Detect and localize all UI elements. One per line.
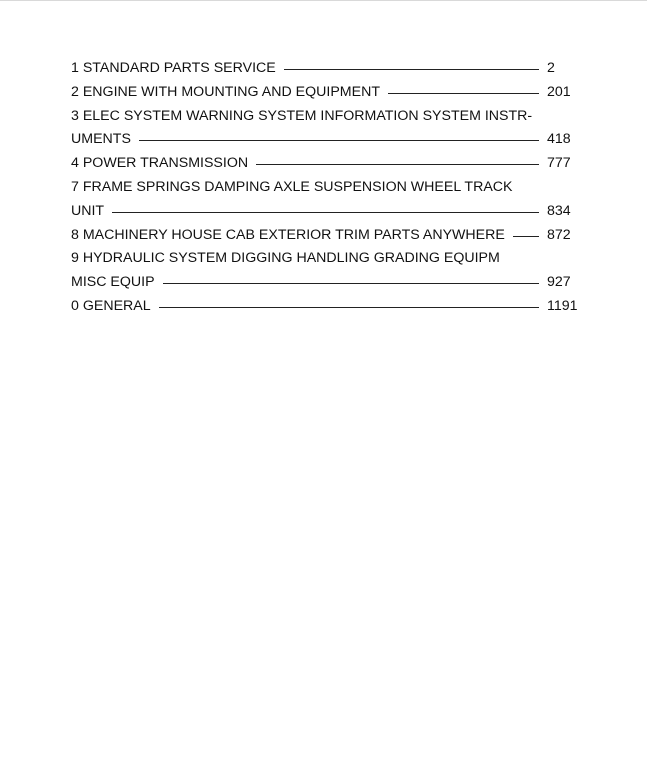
toc-leader-line [139,140,539,141]
table-of-contents [71,57,579,319]
toc-leader-line [159,307,539,308]
toc-page-number: 201 [547,83,571,100]
toc-leader-line [513,236,539,237]
toc-page-number: 1191 [547,297,578,314]
toc-leader-line [163,283,539,284]
toc-page-number: 418 [547,131,571,148]
toc-leader-line [388,93,539,94]
toc-entry-title-continued: MISC EQUIP [71,274,155,291]
toc-entry[interactable] [71,105,579,153]
toc-entry[interactable] [71,152,579,176]
toc-page-number: 927 [547,274,571,291]
toc-leader-line [256,164,539,165]
toc-entry[interactable] [71,224,579,248]
page-top-border [0,0,647,1]
toc-entry-title-continued: UMENTS [71,131,131,148]
toc-entry-title-continued: UNIT [71,202,105,219]
toc-entry-title: 4 POWER TRANSMISSION [71,155,249,172]
toc-page-number: 834 [547,202,571,219]
toc-leader-line [112,212,539,213]
toc-entry[interactable] [71,295,579,319]
toc-entry-title: 7 FRAME SPRINGS DAMPING AXLE SUSPENSION WHEEL TRACK [71,178,513,195]
toc-page-number: 2 [547,60,555,76]
toc-entry-title: 9 HYDRAULIC SYSTEM DIGGING HANDLING GRADING EQUIPM [71,250,500,267]
toc-leader-line [284,69,539,70]
toc-entry-title: 3 ELEC SYSTEM WARNING SYSTEM INFORMATION SYSTEM INSTR- [71,107,533,124]
toc-entry[interactable] [71,81,579,105]
toc-page-number: 777 [547,155,571,172]
toc-entry[interactable] [71,176,579,224]
toc-entry-title: 0 GENERAL [71,297,151,314]
toc-entry-title: 8 MACHINERY HOUSE CAB EXTERIOR TRIM PARTS ANYWHERE [71,226,505,243]
toc-entry-title: 2 ENGINE WITH MOUNTING AND EQUIPMENT [71,83,380,100]
toc-page-number: 872 [547,226,571,243]
toc-entry[interactable] [71,57,579,81]
toc-entry-title: 1 STANDARD PARTS SERVICE [71,60,276,76]
toc-entry[interactable] [71,247,579,295]
